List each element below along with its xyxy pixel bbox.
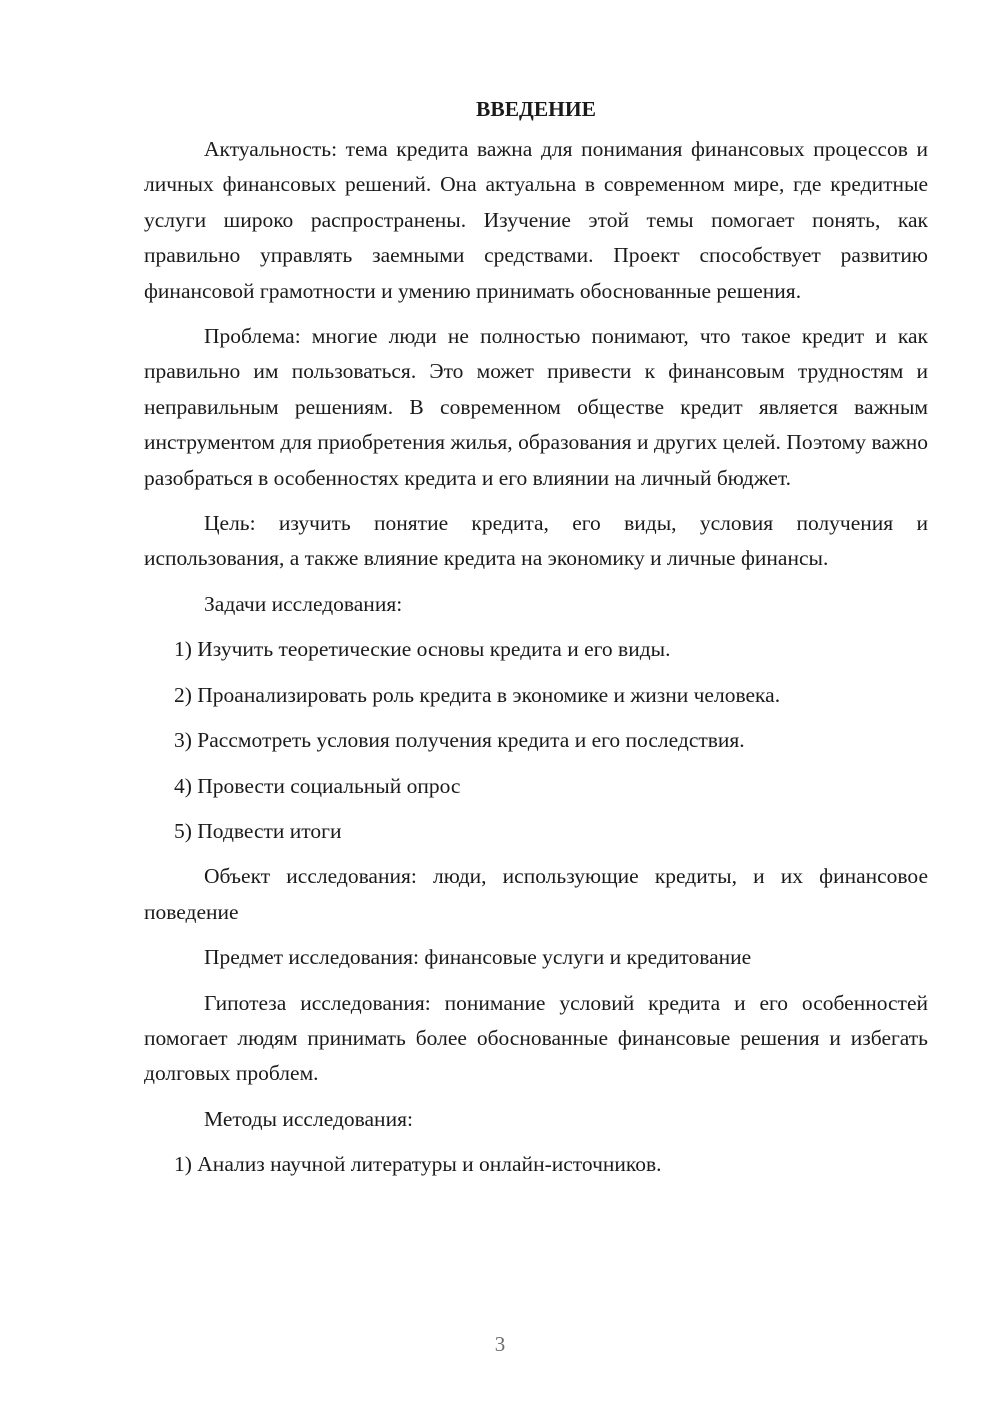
tasks-list xyxy=(144,632,928,849)
task-item-3: 3) Рассмотреть условия получения кредита и его последствия. xyxy=(174,728,745,753)
subject-paragraph: Предмет исследования: финансовые услуги и кредитование xyxy=(204,945,752,970)
hypothesis-paragraph: Гипотеза исследования: понимание условий кредита и его особенностей помогает людям принимать более обоснованные финансовые решения и избегать долговых проблем. xyxy=(144,990,928,1086)
task-item-4: 4) Провести социальный опрос xyxy=(174,773,461,798)
task-item-5: 5) Подвести итоги xyxy=(174,818,342,843)
tasks-title: Задачи исследования: xyxy=(204,591,403,616)
method-item-1: 1) Анализ научной литературы и онлайн-источников. xyxy=(174,1152,662,1177)
methods-list xyxy=(144,1147,928,1182)
object-paragraph: Объект исследования: люди, использующие кредиты, и их финансовое поведение xyxy=(144,864,928,924)
page-heading: ВВЕДЕНИЕ xyxy=(476,97,596,121)
document-page xyxy=(144,92,928,1193)
task-item-1: 1) Изучить теоретические основы кредита и его виды. xyxy=(174,637,671,662)
task-item-2: 2) Проанализировать роль кредита в экономике и жизни человека. xyxy=(174,682,781,707)
methods-title: Методы исследования: xyxy=(204,1106,413,1131)
problem-paragraph: Проблема: многие люди не полностью понимают, что такое кредит и как правильно им пользоваться. Это может привести к финансовым трудностям и неправильным решениям. В современном обществе кредит является важным инструментом для приобретения жилья, образования и других целей. Поэтому важно разобраться в особенностях кредита и его влиянии на личный бюджет. xyxy=(144,324,928,490)
goal-paragraph: Цель: изучить понятие кредита, его виды, условия получения и использования, а также влияние кредита на экономику и личные финансы. xyxy=(144,511,928,571)
page-number: 3 xyxy=(494,1332,506,1356)
relevance-paragraph: Актуальность: тема кредита важна для понимания финансовых процессов и личных финансовых решений. Она актуальна в современном мире, где кредитные услуги широко распространены. Изучение этой темы помогает понять, как правильно управлять заемными средствами. Проект способствует развитию финансовой грамотности и умению принимать обоснованные решения. xyxy=(144,137,928,303)
